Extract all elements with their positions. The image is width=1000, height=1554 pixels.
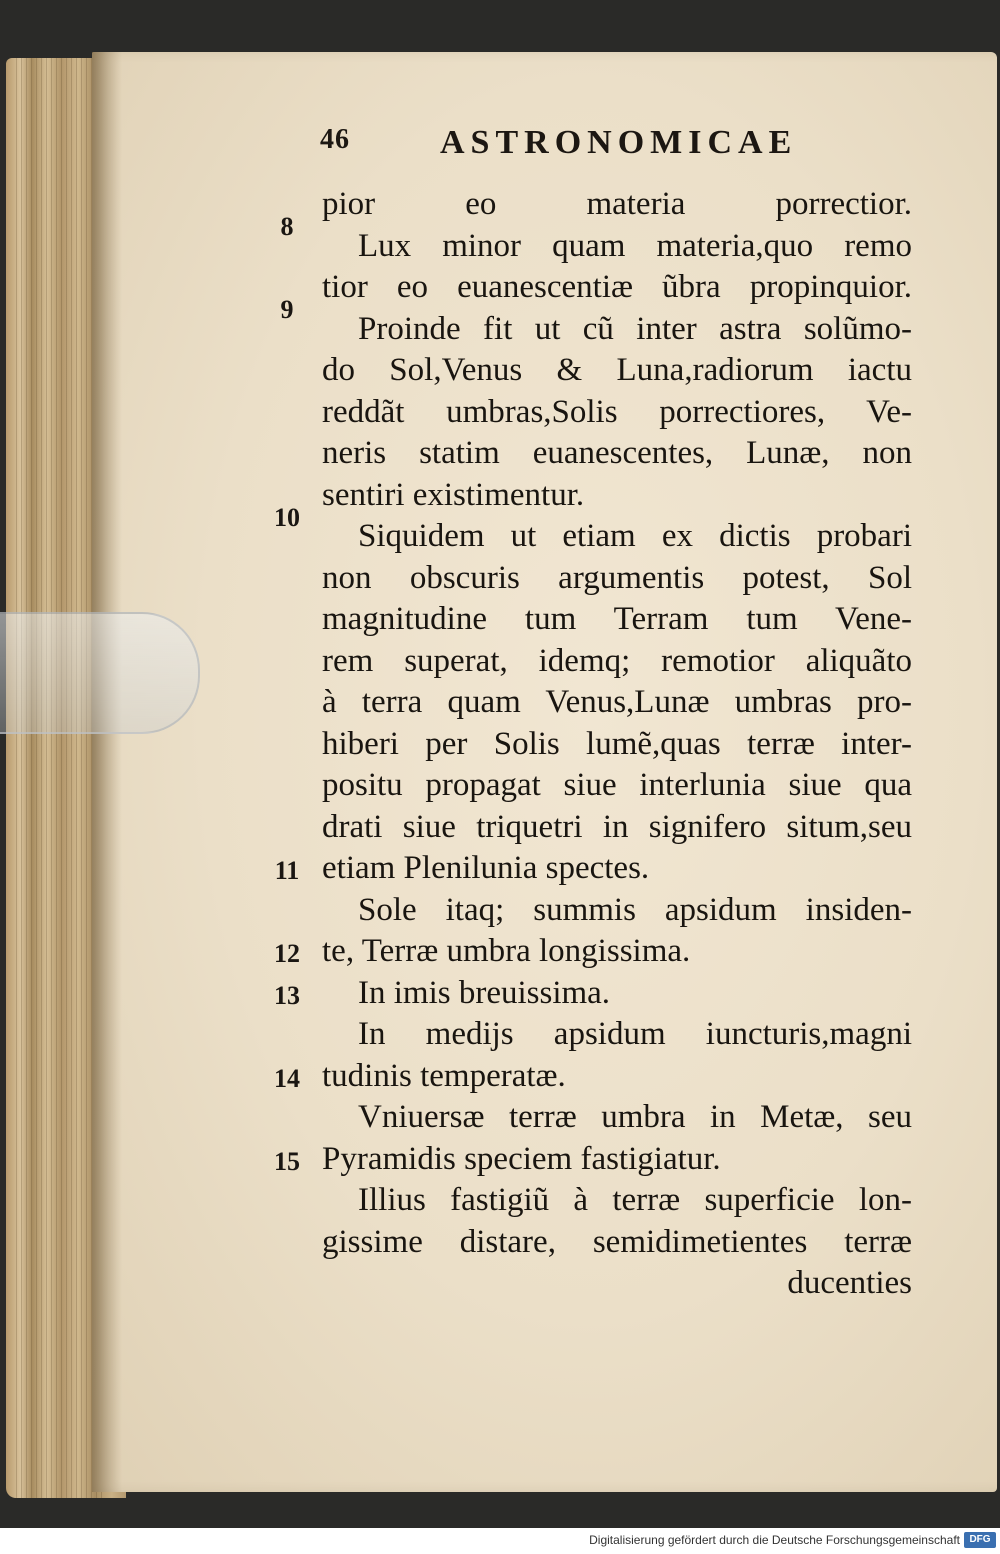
- footer-credit: Digitalisierung gefördert durch die Deutsche Forschungsgemeinschaft: [589, 1533, 960, 1547]
- margin-number: 10: [274, 503, 300, 532]
- footer-bar: [0, 1528, 1000, 1554]
- margin-number: 15: [274, 1147, 300, 1176]
- text-line: non obscuris argumentis potest, Sol: [322, 559, 912, 596]
- text-line: Pyramidis speciem fastigiatur.: [322, 1140, 721, 1177]
- text-line: Vniuersæ terræ umbra in Metæ, seu: [358, 1099, 912, 1135]
- dfg-logo: DFG: [964, 1532, 996, 1548]
- margin-number: 12: [274, 939, 300, 968]
- text-line: do Sol,Venus & Luna,radiorum iactu: [322, 352, 912, 388]
- text-line: Siquidem ut etiam ex dictis probari: [358, 518, 912, 554]
- margin-number: 11: [274, 856, 300, 885]
- text-line: etiam Plenilunia spectes.: [322, 850, 650, 886]
- running-head: ASTRONOMICAE: [440, 124, 798, 161]
- text-line: positu propagat siue interlunia siue qua: [322, 767, 912, 803]
- text-line: reddãt umbras,Solis porrectiores, Ve-: [322, 393, 912, 430]
- page-number: 46: [320, 124, 350, 155]
- margin-number: 13: [274, 981, 300, 1010]
- text-line: Lux minor quam materia,quo remo: [358, 227, 912, 264]
- page-clip: [0, 612, 200, 734]
- text-line: neris statim euanescentes, Lunæ, non: [322, 435, 912, 471]
- text-line: sentiri existimentur.: [322, 476, 585, 513]
- margin-number: 9: [280, 295, 294, 324]
- text-line: Illius fastigiũ à terræ superficie lon-: [358, 1182, 912, 1218]
- text-line: tudinis temperatæ.: [322, 1057, 566, 1094]
- text-line: à terra quam Venus,Lunæ umbras pro-: [322, 684, 912, 720]
- text-line: rem superat, idemq; remotior aliquãto: [322, 642, 912, 679]
- margin-number: 8: [280, 212, 294, 241]
- text-line: In imis breuissima.: [358, 974, 611, 1011]
- text-line: In medijs apsidum iuncturis,magni: [358, 1016, 912, 1052]
- text-line: te, Terræ umbra longissima.: [322, 933, 691, 969]
- text-line: Sole itaq; summis apsidum insiden-: [358, 891, 912, 928]
- text-line: gissime distare, semidimetientes terræ: [322, 1223, 912, 1260]
- catchword: ducenties: [787, 1265, 912, 1301]
- gutter-shadow: [92, 52, 122, 1492]
- text-line: tior eo euanescentiæ ũbra propinquior.: [322, 269, 912, 305]
- body-text: [322, 184, 912, 1305]
- page-header: [320, 124, 840, 170]
- text-line: pior eo materia porrectior.: [322, 186, 912, 222]
- text-line: magnitudine tum Terram tum Vene-: [322, 601, 912, 637]
- text-line: drati siue triquetri in signifero situm,seu: [322, 808, 912, 845]
- text-line: Proinde fit ut cũ inter astra solũmo-: [358, 310, 912, 347]
- margin-number: 14: [274, 1064, 300, 1093]
- text-line: hiberi per Solis lumẽ,quas terræ inter-: [322, 725, 912, 762]
